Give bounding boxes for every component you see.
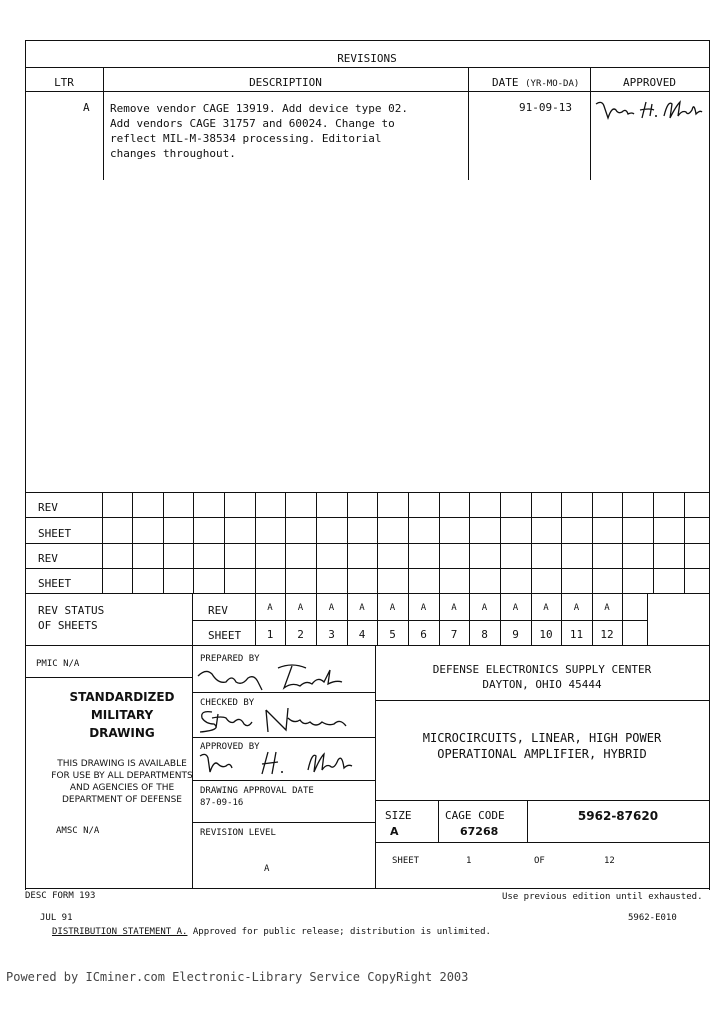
form-date: JUL 91: [40, 913, 73, 923]
approved-by-label: APPROVED BY: [200, 742, 260, 752]
rev-status-rev-cell: A: [328, 603, 335, 613]
rev-status-sheet-cell: 6: [420, 628, 427, 641]
sheet-total: 12: [604, 856, 615, 866]
rev-status-rev-cell: A: [543, 603, 549, 613]
form-number: DESC FORM 193: [25, 891, 96, 901]
size-value: A: [390, 825, 399, 838]
rev-status-rev-cell: A: [512, 603, 519, 613]
drawing-title: MICROCIRCUITS, LINEAR, HIGH POWER OPERATIONAL AMPLIFIER, HYBRID: [422, 731, 662, 761]
ltr-header: LTR: [54, 76, 74, 89]
sheet-number: 1: [466, 856, 472, 866]
rev-status-rev-cell: A: [481, 603, 488, 613]
cage-code-value: 67268: [460, 825, 499, 838]
rev-status-rev-cell: A: [267, 603, 273, 613]
drawing-number: 5962-87620: [577, 809, 659, 823]
revision-description: Remove vendor CAGE 13919. Add device type 02. Add vendors CAGE 31757 and 60024. Change to reflect MIL-M-38534 processing. Editorial changes throughout.: [110, 102, 409, 160]
rev-status-sheet-cell: 1: [266, 628, 274, 641]
grid-label-sheet-1: SHEET: [38, 527, 72, 540]
revision-level-label: REVISION LEVEL: [200, 828, 276, 838]
rev-status-rev-cell: A: [604, 603, 610, 613]
approval-signature: [594, 96, 704, 124]
rev-status-rev-cell: A: [420, 603, 427, 613]
rev-status-sheet-cell: 4: [358, 628, 366, 641]
rev-status-sheet-label: SHEET: [208, 629, 242, 642]
rev-status-sheet-cell: 7: [450, 628, 458, 641]
size-label: SIZE: [385, 809, 412, 822]
rev-status-rev-cell: A: [451, 603, 457, 613]
rev-status-sheet-cell: 10: [539, 628, 553, 641]
rev-status-sheet-cell: 3: [328, 628, 335, 641]
of-label: OF: [534, 856, 545, 866]
prepared-by-signature: [196, 660, 356, 692]
sheet-label: SHEET: [392, 856, 420, 866]
rev-status-rev-cell: A: [297, 603, 304, 613]
grid-label-rev-1: REV: [38, 501, 58, 514]
agency: DEFENSE ELECTRONICS SUPPLY CENTER DAYTON, OHIO 45444: [432, 663, 652, 691]
revision-level: A: [264, 864, 270, 874]
approval-date: DRAWING APPROVAL DATE 87-09-16: [200, 786, 314, 808]
form-code: 5962-E010: [628, 913, 677, 923]
availability-statement: THIS DRAWING IS AVAILABLE FOR USE BY ALL DEPARTMENTS AND AGENCIES OF THE DEPARTMENT OF DEFENSE: [51, 759, 193, 805]
standardized-military-drawing: STANDARDIZED MILITARY DRAWING: [69, 690, 175, 740]
pmic: PMIC N/A: [36, 659, 80, 669]
cage-code-label: CAGE CODE: [445, 809, 505, 822]
rev-status-sheet-cell: 11: [569, 628, 584, 641]
powered-by-banner: Powered by ICminer.com Electronic-Library Service CopyRight 2003: [6, 970, 469, 984]
checked-by-label: CHECKED BY: [200, 698, 255, 708]
rev-status-sheet-cell: 12: [600, 628, 614, 641]
rev-status-sheet-cell: 5: [389, 628, 396, 641]
rev-status-label: REV STATUS OF SHEETS: [38, 604, 105, 632]
rev-status-rev-cell: A: [389, 603, 396, 613]
previous-edition-note: Use previous edition until exhausted.: [502, 892, 703, 902]
distribution-statement: DISTRIBUTION STATEMENT A. Approved for public release; distribution is unlimited.: [52, 927, 491, 937]
rev-status-rev-label: REV: [208, 604, 228, 617]
rev-status-sheet-cell: 9: [512, 628, 519, 641]
rev-status-rev-cell: A: [359, 603, 365, 613]
approved-header: APPROVED: [623, 76, 676, 89]
amsc: AMSC N/A: [56, 826, 100, 836]
rev-status-sheet-cell: 2: [297, 628, 304, 641]
revisions-title: REVISIONS: [337, 52, 397, 65]
grid-label-sheet-2: SHEET: [38, 577, 72, 590]
checked-by-signature: [196, 704, 356, 736]
revision-ltr: A: [83, 101, 90, 114]
date-header: DATE (YR-MO-DA): [492, 76, 580, 89]
rev-status-rev-cell: A: [573, 603, 580, 613]
revision-date: 91-09-13: [519, 101, 572, 114]
grid-label-rev-2: REV: [38, 552, 58, 565]
prepared-by-label: PREPARED BY: [200, 654, 260, 664]
description-header: DESCRIPTION: [249, 76, 322, 89]
approved-by-signature: [196, 748, 356, 780]
rev-status-sheet-cell: 8: [481, 628, 488, 641]
